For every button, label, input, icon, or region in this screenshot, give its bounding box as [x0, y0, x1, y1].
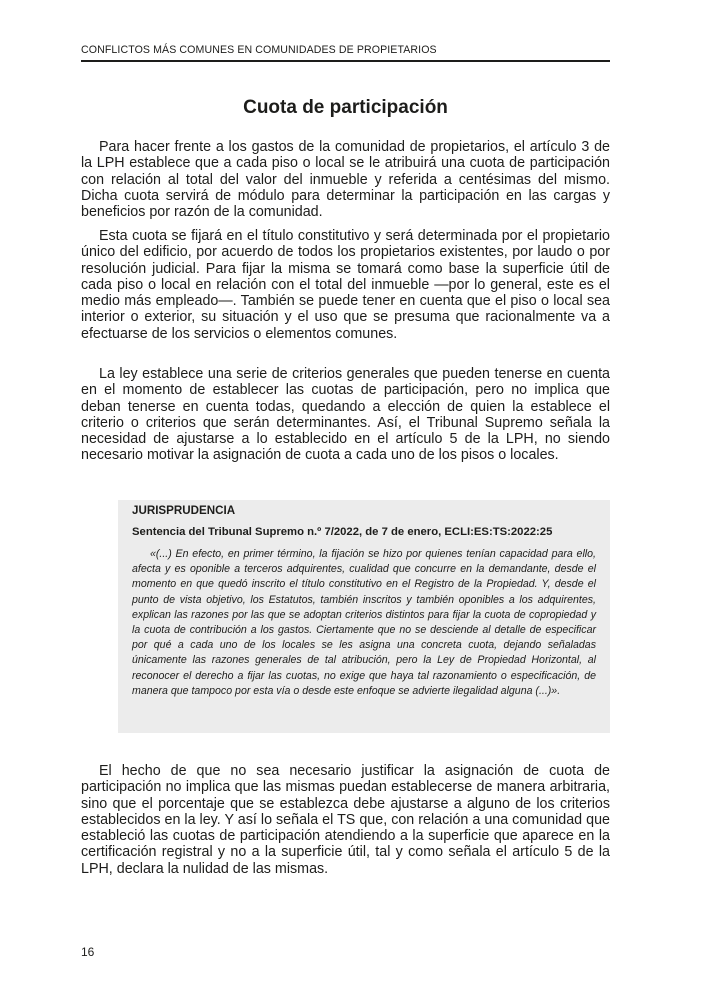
jurisprudence-reference: Sentencia del Tribunal Supremo n.º 7/2022, de 7 de enero, ECLI:ES:TS:2022:25: [132, 526, 553, 538]
paragraph-text: Esta cuota se fijará en el título constitutivo y será determinada por el propietario único del edificio, por acuerdo de todos los propietarios existentes, por laudo o por resolución judicial. Para fijar la misma se tomará como base la superficie útil de cada piso o local en relación con el total del inmueble —por lo general, este es el medio más empleado—. También se puede tener en cuenta que el piso o local sea interior o exterior, su situación y el uso que se presuma que racionalmente va a efectuarse de los servicios o elementos comunes.: [81, 228, 610, 342]
body-paragraph-2: [81, 228, 610, 342]
jurisprudence-quote: «(...) En efecto, en primer término, la fijación se hizo por quienes tenían capacidad para ello, afecta y es oponible a terceros adquirentes, cualidad que concurre en la demandante, desde el momento en que quedó inscrito el título constitutivo en el Registro de la Propiedad. Y, desde el punto de vista objetivo, los Estatutos, también inscritos y también oponibles a los adquirentes, explican las razones por las que se adoptan criterios distintos para fijar la cuota de copropiedad y la cuota de contribución a los gastos. Ciertamente que no se desciende al detalle de especificar por qué a cada uno de los locales se les asigna una concreta cuota, dejando señaladas únicamente las razones generales de tal atribución, pero la Ley de Propiedad Horizontal, al reconocer el derecho a fijar las cuotas, no exige que haya tal razonamiento o especificación, de manera que tampoco por esta vía o desde este enfoque se advierte ilegalidad alguna (...)».: [132, 548, 596, 697]
section-title: Cuota de participación: [243, 97, 448, 118]
body-paragraph-4: [81, 763, 610, 877]
jurisprudence-box: [118, 500, 610, 733]
running-header: CONFLICTOS MÁS COMUNES EN COMUNIDADES DE PROPIETARIOS: [81, 44, 437, 56]
body-paragraph-3: [81, 366, 610, 464]
page-number: 16: [81, 945, 95, 959]
paragraph-text: Para hacer frente a los gastos de la comunidad de propietarios, el artículo 3 de la LPH establece que a cada piso o local se le atribuirá una cuota de participación con relación al total del valor del inmueble y referida a centésimas del mismo. Dicha cuota servirá de módulo para determinar la participación en las cargas y beneficios por razón de la comunidad.: [81, 139, 610, 221]
header-rule: [81, 60, 610, 62]
jurisprudence-label: JURISPRUDENCIA: [132, 504, 236, 517]
paragraph-text: La ley establece una serie de criterios generales que pueden tenerse en cuenta en el momento de establecer las cuotas de participación, pero no implica que deban tenerse en cuenta todas, quedando a elección de quien la establece el criterio o criterios que serán determinantes. Así, el Tribunal Supremo señala la necesidad de ajustarse a lo establecido en el artículo 5 de la LPH, no siendo necesario motivar la asignación de cuota a cada uno de los pisos o locales.: [81, 366, 610, 464]
paragraph-text: El hecho de que no sea necesario justificar la asignación de cuota de participación no implica que las mismas puedan establecerse de manera arbitraria, sino que el porcentaje que se establezca debe ajustarse a alguno de los criterios establecidos en la ley. Y así lo señala el TS que, con relación a una comunidad que estableció las cuotas de participación atendiendo a la superficie que aparece en la certificación registral y no a la superficie útil, tal y como señala el artículo 5 de la LPH, declara la nulidad de las mismas.: [81, 763, 610, 877]
body-paragraph-1: [81, 139, 610, 220]
